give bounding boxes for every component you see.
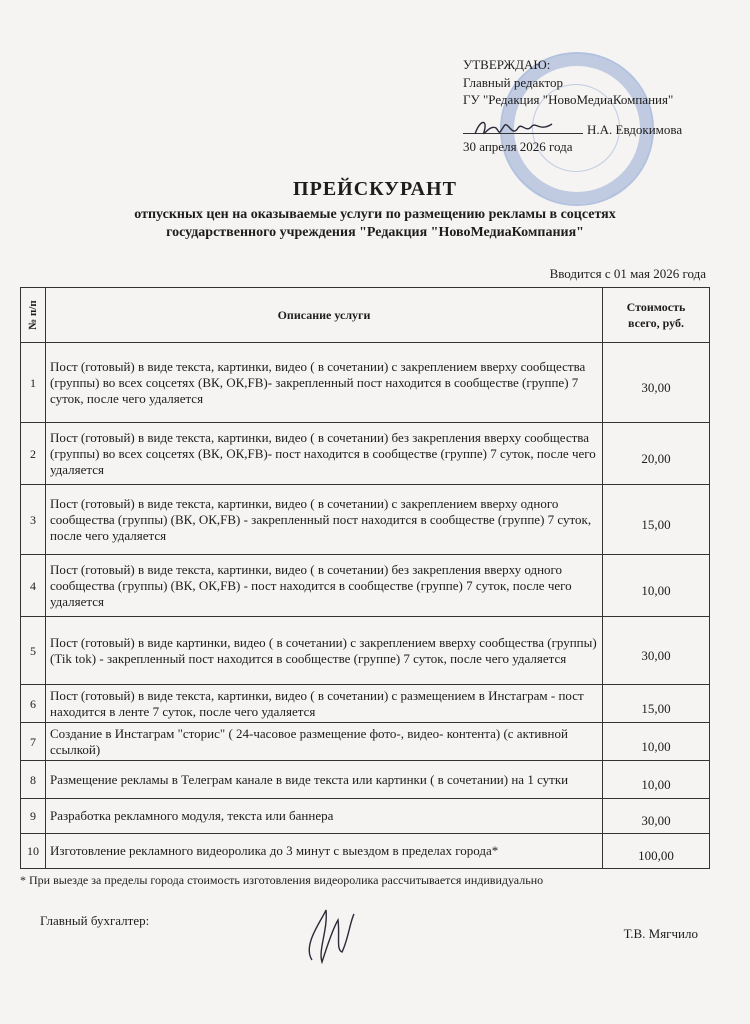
table-row (21, 685, 710, 723)
approval-date: 30 апреля 2026 года (463, 139, 573, 154)
row-number: 2 (21, 423, 46, 485)
header-cost: Стоимость всего, руб. (603, 288, 710, 343)
accountant-signature (292, 900, 362, 970)
service-cost: 15,00 (603, 485, 710, 555)
service-cost: 10,00 (603, 723, 710, 761)
approver-organization: ГУ "Редакция "НовоМедиаКомпания" (463, 92, 674, 107)
row-number: 8 (21, 761, 46, 799)
table-row (21, 423, 710, 485)
approver-name: Н.А. Евдокимова (587, 121, 683, 137)
service-description: Пост (готовый) в виде текста, картинки, видео ( в сочетании) с закреплением вверху одного сообщества (группы) (ВК, ОК,FB) - закрепленный пост находится в сообществе (группе) 7 суток, после чего удаляется (46, 485, 603, 555)
service-cost: 20,00 (603, 423, 710, 485)
service-cost: 30,00 (603, 617, 710, 685)
service-description: Создание в Инстаграм "сторис" ( 24-часовое размещение фото-, видео- контента) (с активной ссылкой) (46, 723, 603, 761)
service-cost: 15,00 (603, 685, 710, 723)
table-row (21, 723, 710, 761)
approver-position: Главный редактор (463, 74, 563, 90)
document-title: ПРЕЙСКУРАНТ (293, 178, 457, 200)
header-description: Описание услуги (46, 288, 603, 343)
service-description: Изготовление рекламного видеоролика до 3 минут с выездом в пределах города* (46, 834, 603, 869)
service-description: Пост (готовый) в виде текста, картинки, видео ( в сочетании) без закрепления вверху сообщества (группы) во всех соцсетях (ВК, ОК,FB)- пост находится в сообществе (группе) 7 суток, после чего удаляется (46, 423, 603, 485)
service-cost: 30,00 (603, 343, 710, 423)
header-num: № п/п (21, 288, 46, 343)
table-row (21, 343, 710, 423)
table-row (21, 761, 710, 799)
table-row (21, 485, 710, 555)
row-number: 3 (21, 485, 46, 555)
service-description: Пост (готовый) в виде текста, картинки, видео ( в сочетании) с закреплением вверху сообщества (группы) во всех соцсетях (ВК, ОК,FB)- закрепленный пост находится в сообществе (группе) 7 суток, после чего удаляется (46, 343, 603, 423)
row-number: 5 (21, 617, 46, 685)
row-number: 4 (21, 555, 46, 617)
accountant-label: Главный бухгалтер: (40, 913, 150, 928)
editor-signature (470, 114, 560, 144)
subtitle-line-1: отпускных цен на оказываемые услуги по размещению рекламы в соцсетях (134, 207, 616, 222)
row-number: 7 (21, 723, 46, 761)
price-table (20, 287, 710, 869)
row-number: 1 (21, 343, 46, 423)
table-row (21, 834, 710, 869)
service-description: Пост (готовый) в виде текста, картинки, видео ( в сочетании) без закрепления вверху одного сообщества (группы) (ВК, ОК,FB) - пост находится в сообществе (группе) 7 суток, после чего удаляется (46, 555, 603, 617)
table-row (21, 555, 710, 617)
subtitle-line-2: государственного учреждения "Редакция "НовоМедиаКомпания" (166, 225, 584, 240)
service-description: Пост (готовый) в виде картинки, видео ( в сочетании) с закреплением вверху сообщества (группы) (Tik tok) - закрепленный пост находится в сообществе (группе) 7 суток, после чего удаляется (46, 617, 603, 685)
accountant-name: Т.В. Мягчило (623, 926, 698, 941)
table-row (21, 799, 710, 834)
service-cost: 10,00 (603, 761, 710, 799)
row-number: 6 (21, 685, 46, 723)
service-cost: 100,00 (603, 834, 710, 869)
row-number: 10 (21, 834, 46, 869)
service-cost: 10,00 (603, 555, 710, 617)
table-header-row (21, 288, 710, 343)
table-row (21, 617, 710, 685)
effective-date: Вводится с 01 мая 2026 года (549, 266, 706, 281)
approve-label: УТВЕРЖДАЮ: (463, 57, 551, 72)
service-description: Пост (готовый) в виде текста, картинки, видео ( в сочетании) с размещением в Инстаграм - пост находится в ленте 7 суток, после чего удаляется (46, 685, 603, 723)
row-number: 9 (21, 799, 46, 834)
footnote: * При выезде за пределы города стоимость изготовления видеоролика рассчитывается индивидуально (20, 873, 544, 887)
service-cost: 30,00 (603, 799, 710, 834)
document-subtitle (30, 206, 720, 242)
service-description: Размещение рекламы в Телеграм канале в виде текста или картинки ( в сочетании) на 1 сутки (46, 761, 603, 799)
service-description: Разработка рекламного модуля, текста или баннера (46, 799, 603, 834)
